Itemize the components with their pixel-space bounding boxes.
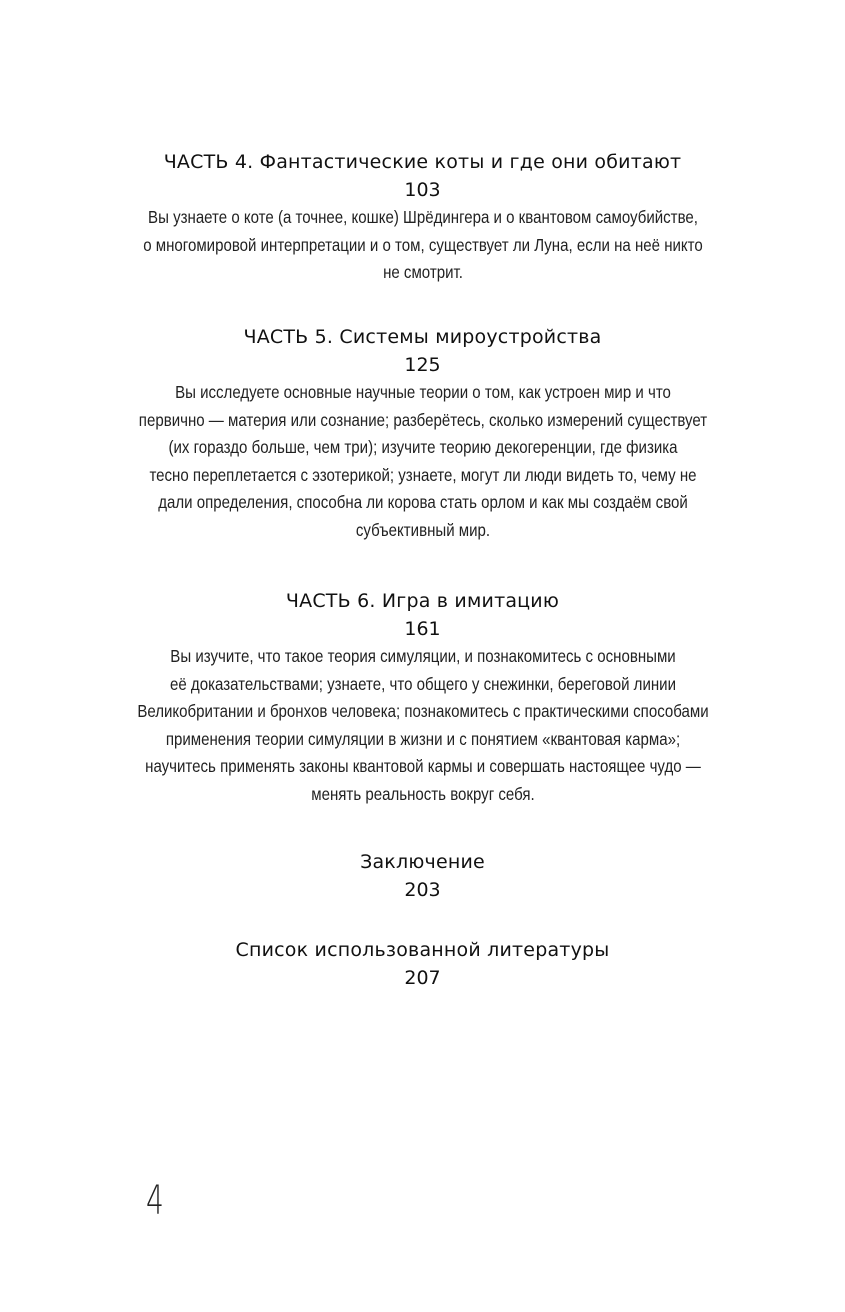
toc-entry-title: ЧАСТЬ 6. Игра в имитацию — [285, 590, 560, 612]
toc-entry-part-5 — [0, 323, 845, 544]
toc-entry-references — [0, 936, 845, 992]
toc-entry-description — [113, 204, 732, 287]
page-number: 4 — [146, 1178, 164, 1224]
toc-entry-part-4 — [0, 148, 845, 287]
toc-entry-page-number: 103 — [404, 179, 441, 201]
toc-entry-title: ЧАСТЬ 4. Фантастические коты и где они обитают — [163, 151, 682, 173]
toc-entry-description — [113, 643, 732, 808]
description-line: первично — материя или сознание; разберётесь, сколько измерений существует — [138, 409, 707, 430]
description-line: дали определения, способна ли корова стать орлом и как мы создаём свой — [157, 492, 688, 512]
description-line: Вы исследуете основные научные теории о том, как устроен мир и что — [174, 382, 671, 402]
description-line: научитесь применять законы квантовой кармы и совершать настоящее чудо — — [144, 756, 701, 776]
toc-entry-page-number: 207 — [404, 967, 441, 989]
toc-entry-page-number: 125 — [404, 354, 441, 376]
toc-entry-page-number: 203 — [404, 879, 441, 901]
description-line: о многомировой интерпретации и о том, существует ли Луна, если на неё никто — [142, 234, 703, 255]
toc-entry-page-number: 161 — [404, 618, 441, 640]
description-line: тесно переплетается с эзотерикой; узнаете, могут ли люди видеть то, чему не — [148, 464, 697, 485]
description-line: Великобритании и бронхов человека; познакомитесь с практическими способами — [136, 701, 709, 721]
toc-entry-title: Заключение — [360, 851, 485, 873]
description-line: применения теории симуляции в жизни и с понятием «квантовая карма»; — [165, 728, 680, 749]
toc-entry-title: Список использованной литературы — [235, 939, 610, 961]
description-line: Вы узнаете о коте (а точнее, кошке) Шрёдингера и о квантовом самоубийстве, — [147, 207, 698, 227]
description-line: менять реальность вокруг себя. — [310, 783, 535, 804]
toc-entry-conclusion — [0, 848, 845, 904]
description-line: (их гораздо больше, чем три); изучите теорию декогеренции, где физика — [167, 437, 678, 457]
description-line: субъективный мир. — [355, 519, 490, 540]
description-line: Вы изучите, что такое теория симуляции, и познакомитесь с основными — [169, 646, 676, 666]
description-line: не смотрит. — [382, 262, 463, 282]
toc-entry-part-6 — [0, 587, 845, 808]
toc-entry-title: ЧАСТЬ 5. Системы мироустройства — [243, 326, 602, 348]
toc-entry-description — [113, 379, 732, 544]
description-line: её доказательствами; узнаете, что общего у снежинки, береговой линии — [169, 673, 676, 694]
